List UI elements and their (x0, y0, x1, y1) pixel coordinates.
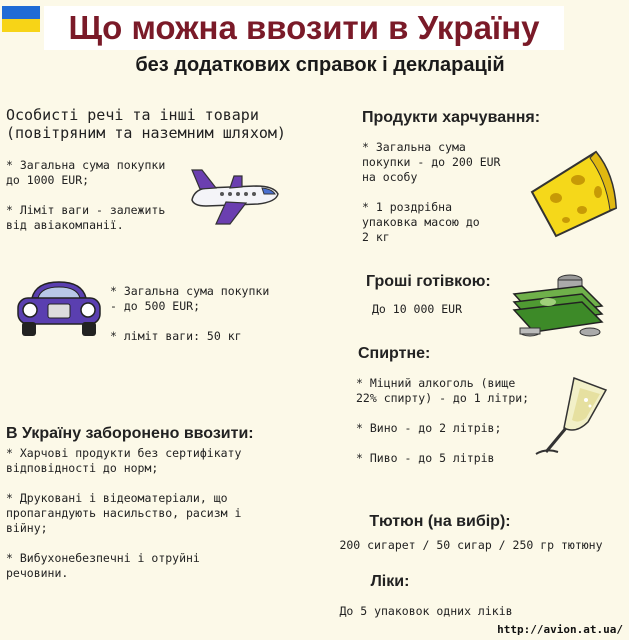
car-icon (14, 276, 104, 340)
personal-goods-heading: Особисті речі та інші товари (повітряним та наземним шляхом) (6, 106, 286, 142)
personal-land-items: * Загальна сума покупки - до 500 EUR; * ліміт ваги: 50 кг (110, 284, 270, 343)
medicine-value: До 5 упаковок одних ліків (339, 604, 513, 618)
alcohol-items: * Міцний алкоголь (вище 22% спирту) - до 1 літри; * Вино - до 2 літрів; * Пиво - до 5 літрів (356, 376, 530, 465)
page-title: Що можна ввозити в Україну (44, 6, 564, 50)
airplane-icon (186, 162, 282, 228)
tobacco-value: 200 сигарет / 50 сигар / 250 гр тютюну (339, 538, 603, 552)
alcohol-heading: Спиртне: (358, 345, 431, 362)
food-items: * Загальна сума покупки - до 200 EUR на особу * 1 роздрібна упаковка масою до 2 кг (362, 140, 501, 244)
medicine-heading: Ліки: (370, 573, 410, 590)
forbidden-heading: В Україну заборонено ввозити: (6, 425, 254, 442)
tobacco-heading: Тютюн (на вибір): (369, 513, 511, 530)
source-link[interactable]: http://avion.at.ua/ (497, 623, 623, 636)
cash-heading: Гроші готівкою: (366, 273, 491, 290)
champagne-glass-icon (534, 372, 614, 464)
money-stack-icon (508, 272, 608, 342)
personal-air-items: * Загальна сума покупки до 1000 EUR; * Ліміт ваги - залежить від авіакомпанії. (6, 158, 166, 232)
forbidden-items: * Харчові продукти без сертифікату відповідності до норм; * Друковані і відеоматеріали, що пропагандують насильство, расизм і війну; * Вибухонебезпечні і отруйні речовини. (6, 446, 242, 580)
food-heading: Продукти харчування: (362, 109, 541, 126)
cash-value: До 10 000 EUR (372, 302, 463, 316)
ukraine-flag-icon (2, 6, 40, 32)
page-subtitle: без додаткових справок і декларацій (135, 54, 505, 76)
cheese-icon (526, 146, 622, 242)
